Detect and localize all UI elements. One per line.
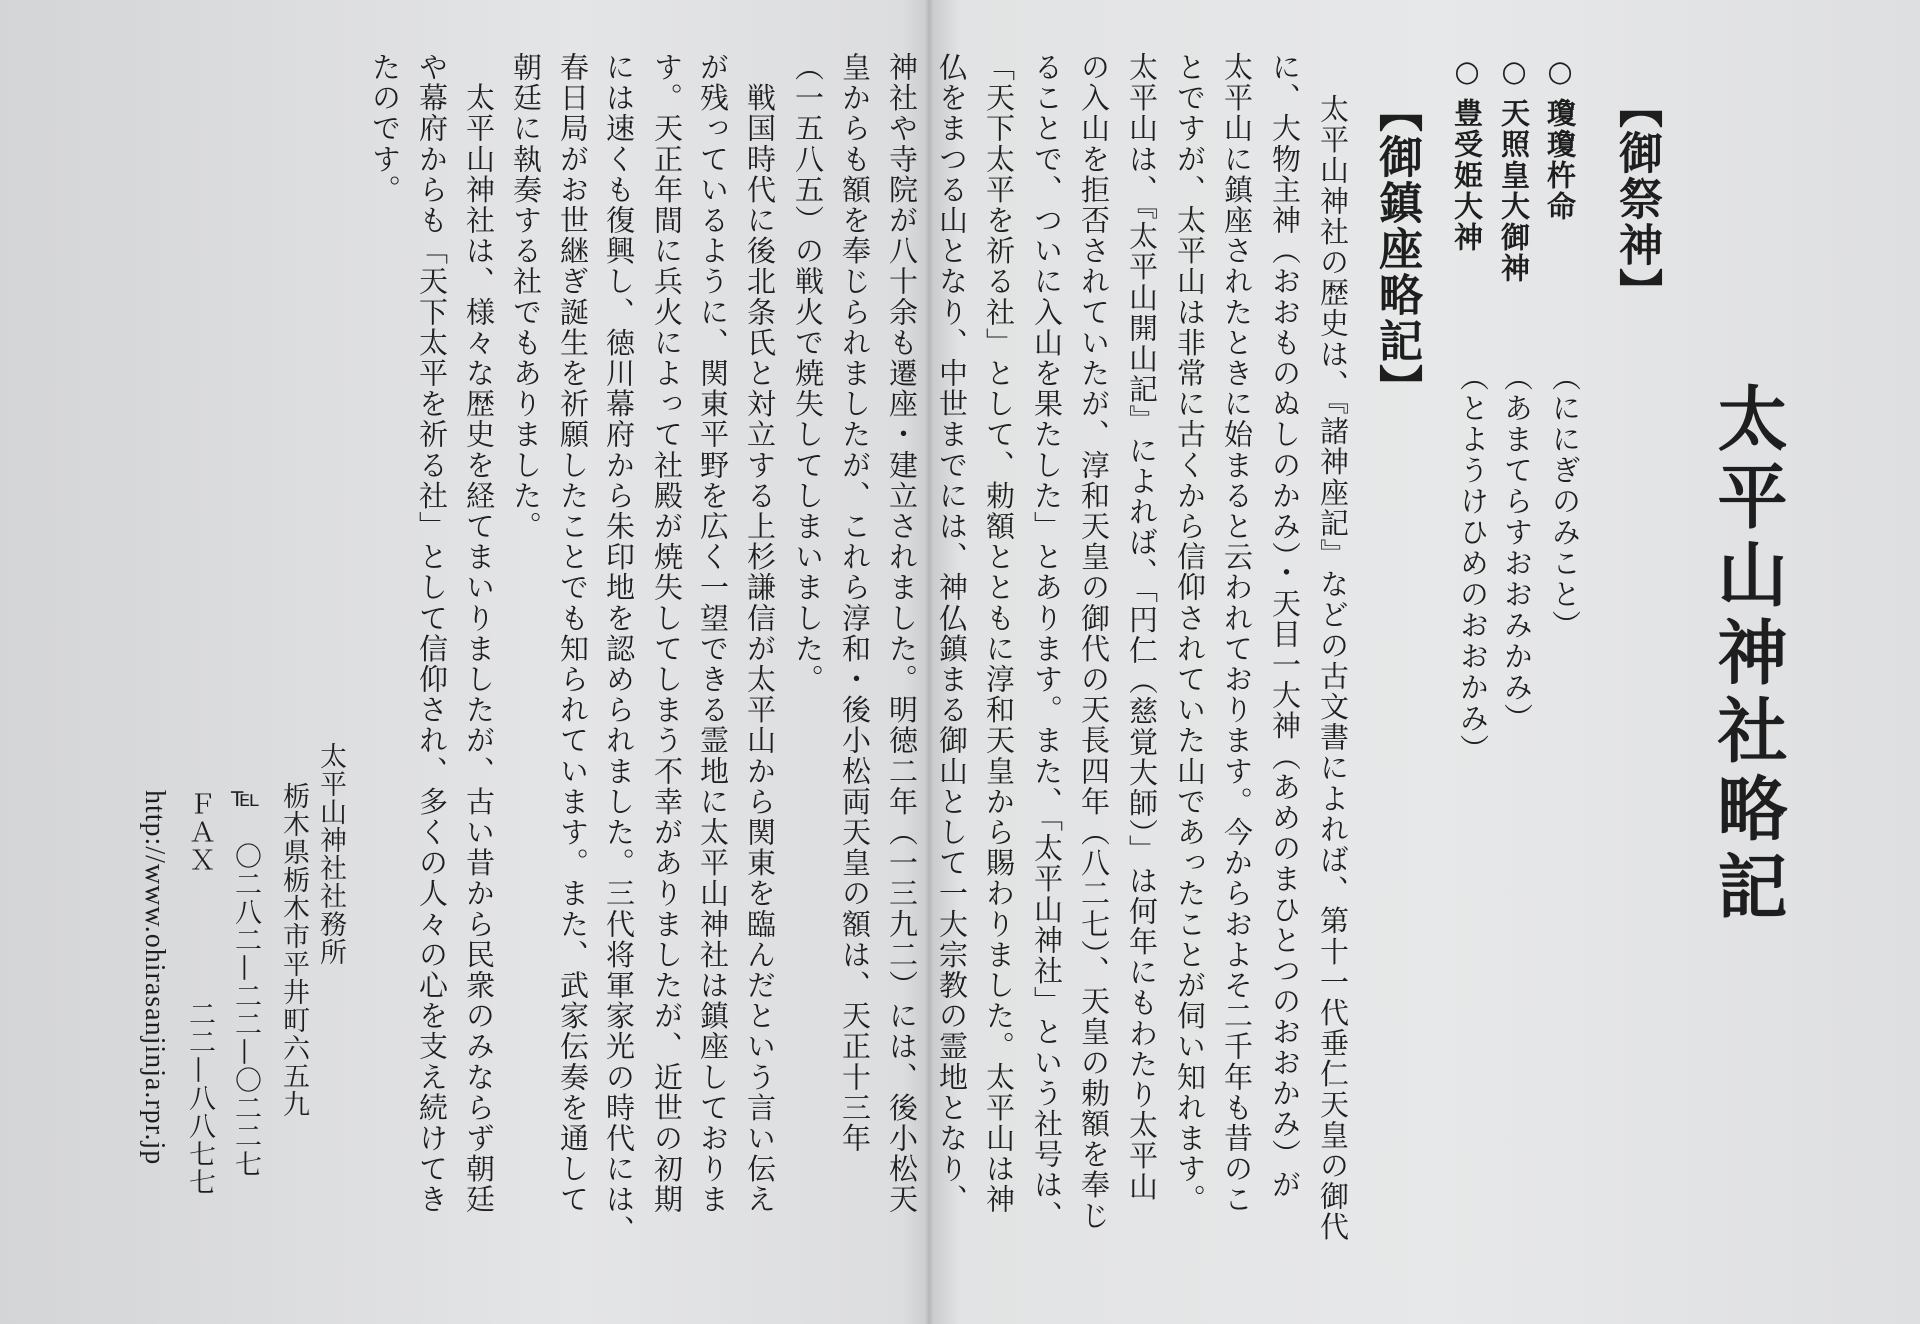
history-text-column: とですが、太平山は非常に古くから信仰されていた山であったことが伺い知れます。 bbox=[1173, 52, 1207, 1215]
deity-name: 豊受姫大神 bbox=[1450, 98, 1484, 253]
office-name: 太平山神社社務所 bbox=[315, 742, 346, 966]
fax-label: ＦＡＸ bbox=[184, 790, 215, 874]
history-text-column: 仏をまつる山となり、中世までには、神仏鎮まる御山として一大宗教の霊地となり、 bbox=[935, 52, 969, 1215]
deities-heading: 【御祭神】 bbox=[1611, 84, 1662, 314]
history-text-column: 太平山は、『太平山開山記』によれば、「円仁（慈覚大師）」は何年にもわたり太平山 bbox=[1125, 52, 1159, 1202]
history-text-column: 神社や寺院が八十余も遷座・建立されました。明徳二年（一三九二）には、後小松天 bbox=[885, 52, 919, 1215]
history-text-column: が残っているように、関東平野を広く一望できる霊地に太平山神社は鎮座しておりま bbox=[696, 52, 730, 1215]
deity-reading: （あまてらすおおみかみ） bbox=[1500, 362, 1534, 734]
history-text-column: 太平山神社の歴史は、『諸神座記』などの古文書によれば、第十一代垂仁天皇の御代 bbox=[1316, 94, 1350, 1243]
history-text-column: 「天下太平を祈る社」として、勅額とともに淳和天皇から賜わりました。太平山は神 bbox=[982, 52, 1016, 1215]
deity-name: 瓊瓊杵命 bbox=[1543, 98, 1577, 222]
history-heading: 【御鎮座略記】 bbox=[1371, 88, 1422, 410]
history-text-column: 春日局がお世継ぎ誕生を祈願したことでも知られています。また、武家伝奏を通して bbox=[556, 52, 590, 1215]
history-text-column: 戦国時代に後北条氏と対立する上杉謙信が太平山から関東を臨んだという言い伝え bbox=[743, 52, 777, 1215]
history-text-column: には速くも復興し、徳川幕府から朱印地を認められました。三代将軍家光の時代には、 bbox=[602, 52, 636, 1246]
deity-bullet: ○ bbox=[1497, 54, 1531, 90]
history-text-column: ることで、ついに入山を果たした」とあります。また、「太平山神社」という社号は、 bbox=[1030, 52, 1064, 1231]
history-text-column: す。天正年間に兵火によって社殿が焼失してしまう不幸がありましたが、近世の初期 bbox=[650, 52, 684, 1215]
history-text-column: に、大物主神（おおものぬしのかみ）・天目一大神（あめのまひとつのおおかみ）が bbox=[1268, 52, 1302, 1201]
office-address: 栃木県栃木市平井町六五九 bbox=[278, 782, 309, 1118]
history-text-column: 朝廷に執奏する社でもありました。 bbox=[509, 52, 543, 542]
deity-reading: （ににぎのみこと） bbox=[1548, 362, 1582, 641]
page-fold bbox=[925, 0, 933, 1324]
history-text-column: の入山を拒否されていたが、淳和天皇の御代の天長四年（八二七）、天皇の勅額を奉じ bbox=[1077, 52, 1111, 1231]
tel-number: 〇二八二—二二—〇二二七 bbox=[230, 842, 261, 1178]
fax-number: 二二—八八七七 bbox=[184, 1000, 215, 1196]
history-text-column: たのです。 bbox=[368, 52, 402, 205]
deity-bullet: ○ bbox=[1450, 54, 1484, 90]
deity-name: 天照皇大御神 bbox=[1497, 98, 1531, 284]
history-text-column: （一五八五）の戦火で焼失してしまいました。 bbox=[791, 52, 825, 695]
deity-bullet: ○ bbox=[1543, 54, 1577, 90]
history-text-column: 太平山に鎮座されたときに始まると云われております。今からおよそ二千年も昔のこ bbox=[1220, 52, 1254, 1215]
history-text-column: 皇からも額を奉じられましたが、これら淳和・後小松両天皇の額は、天正十三年 bbox=[838, 52, 872, 1154]
deity-reading: （とようけひめのおおかみ） bbox=[1456, 362, 1490, 765]
history-text-column: や幕府からも「天下太平を祈る社」として信仰され、多くの人々の心を支え続けてき bbox=[415, 52, 449, 1215]
history-text-column: 太平山神社は、様々な歴史を経てまいりましたが、古い昔から民衆のみならず朝廷 bbox=[462, 52, 496, 1215]
page-title: 太平山神社略記 bbox=[1706, 382, 1789, 928]
website-url[interactable]: http://www.ohirasanjinja.rpr.jp bbox=[139, 790, 170, 1166]
tel-label: ℡ bbox=[230, 782, 261, 814]
